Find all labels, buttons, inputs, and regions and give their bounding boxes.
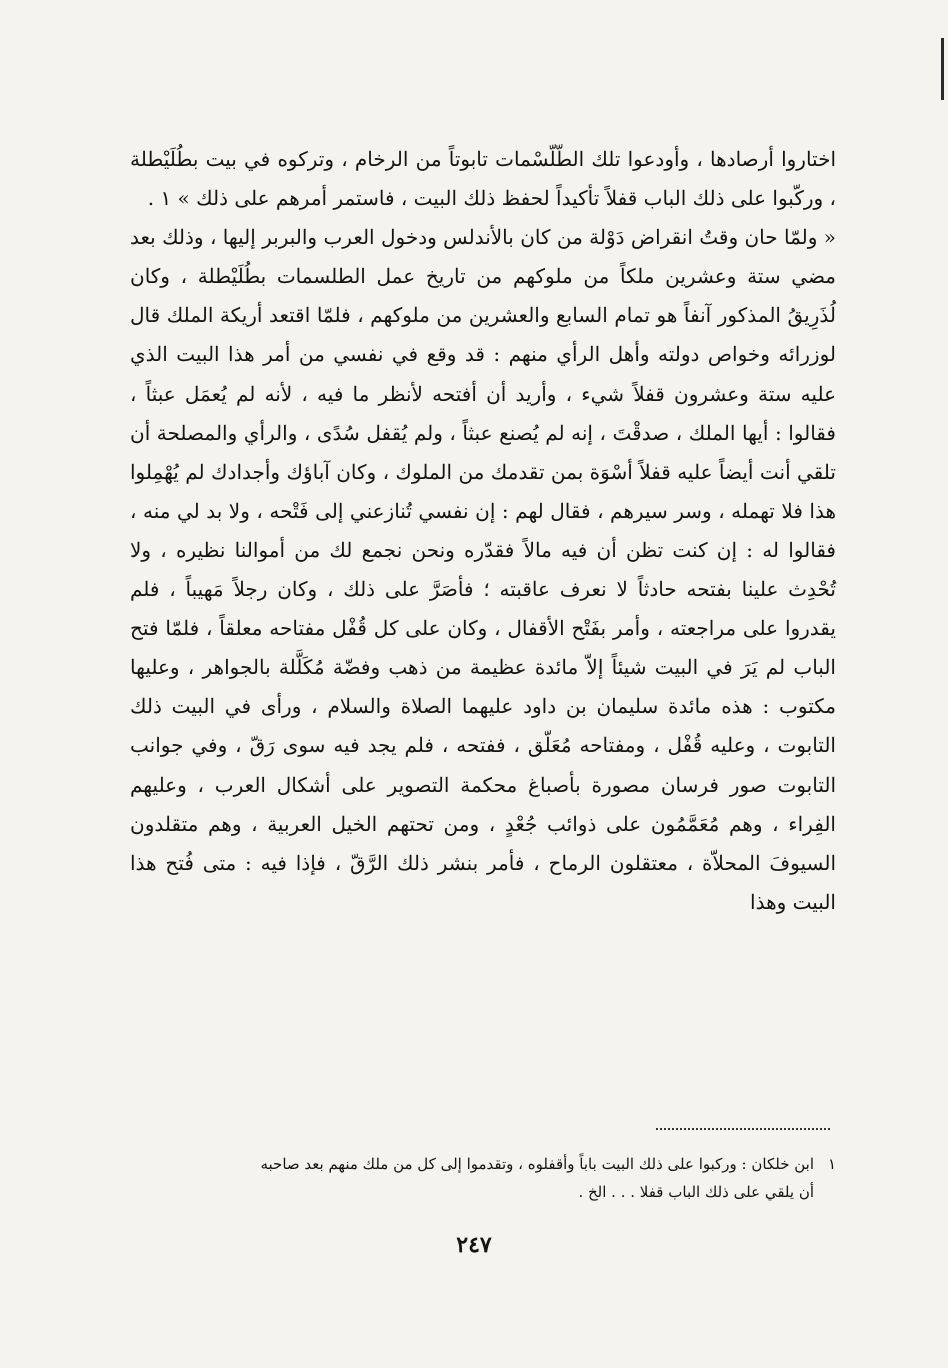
page-number: ٢٤٧	[456, 1232, 492, 1258]
footnote-number: ١	[827, 1155, 836, 1173]
footnote-line-1: ابن خلكان : وركبوا على ذلك البيت باباً وأقفلوه ، وتقدموا إلى كل من ملك منهم بعد صاحبه	[260, 1155, 814, 1173]
main-text	[130, 140, 836, 922]
footnote-line-2: أن يلقي على ذلك الباب قفلا . . . الخ .	[578, 1183, 814, 1201]
footnotes	[130, 1150, 836, 1206]
paragraph-1: اختاروا أرصادها ، وأودعوا تلك الطّلّسْمات تابوتاً من الرخام ، وتركوه في بيت بطُلَيْطلة ، وركّبوا على ذلك الباب قفلاً تأكيداً لحفظ ذلك البيت ، فاستمر أمرهم على ذلك » ١ .	[130, 147, 836, 211]
scan-edge-mark	[941, 38, 944, 100]
paragraph-2: « ولمّا حان وقتُ انقراض دَوْلة من كان بالأندلس ودخول العرب والبربر إليها ، وذلك بعد مضي ستة وعشرين ملكاً من ملوكهم من تاريخ عمل الطلسمات بطُلَيْطلة ، وكان لُذَرِيقُ المذكور آنفاً هو تمام السابع والعشرين من ملوكهم ، فلمّا اقتعد أريكة الملك قال لوزرائه وخواص دولته وأهل الرأي منهم : قد وقع في نفسي من أمر هذا البيت الذي عليه ستة وعشرون قفلاً شيء ، وأريد أن أفتحه لأنظر ما فيه ، لأنه لم يُعمَل عبثاً ، فقالوا : أيها الملك ، صدقْتَ ، إنه لم يُصنع عبثاً ، ولم يُقفل سُدًى ، والرأي والمصلحة أن تلقي أنت أيضاً عليه قفلاً أسْوَة بمن تقدمك من الملوك ، وكان آباؤك وأجدادك لم يُهْمِلوا هذا فلا تهمله ، وسر سيرهم ، فقال لهم : إن نفسي تُنازعني إلى فَتْحه ، ولا بد لي منه ، فقالوا له : إن كنت تظن أن فيه مالاً فقدّره ونحن نجمع لك من أموالنا نظيره ، ولا تُحْدِث علينا بفتحه حادثاً لا نعرف عاقبته ؛ فأصَرَّ على ذلك ، وكان رجلاً مَهيباً ، فلم يقدروا على مراجعته ، وأمر بفَتْح الأقفال ، وكان على كل قُفْل مفتاحه معلقاً ، فلمّا فتح الباب لم يَرَ في البيت شيئاً إلاّ مائدة عظيمة من ذهب وفضّة مُكَلَّلة بالجواهر ، وعليها مكتوب : هذه مائدة سليمان بن داود عليهما الصلاة والسلام ، ورأى في البيت ذلك التابوت ، وعليه قُفْل ، ومفتاحه مُعَلّق ، ففتحه ، فلم يجد فيه سوى رَقّ ، وفي جوانب التابوت صور فرسان مصورة بأصباغ محكمة التصوير على أشكال العرب ، وعليهم الفِراء ، وهم مُعَمَّمُون على ذوائب جُعْدٍ ، ومن تحتهم الخيل العربية ، وهم متقلدون السيوفَ المحلاّة ، معتقلون الرماح ، فأمر بنشر ذلك الرَّقّ ، فإذا فيه : متى فُتح هذا البيت وهذا	[130, 225, 836, 914]
footnote-separator	[656, 1128, 830, 1130]
footnote-1	[130, 1150, 836, 1206]
